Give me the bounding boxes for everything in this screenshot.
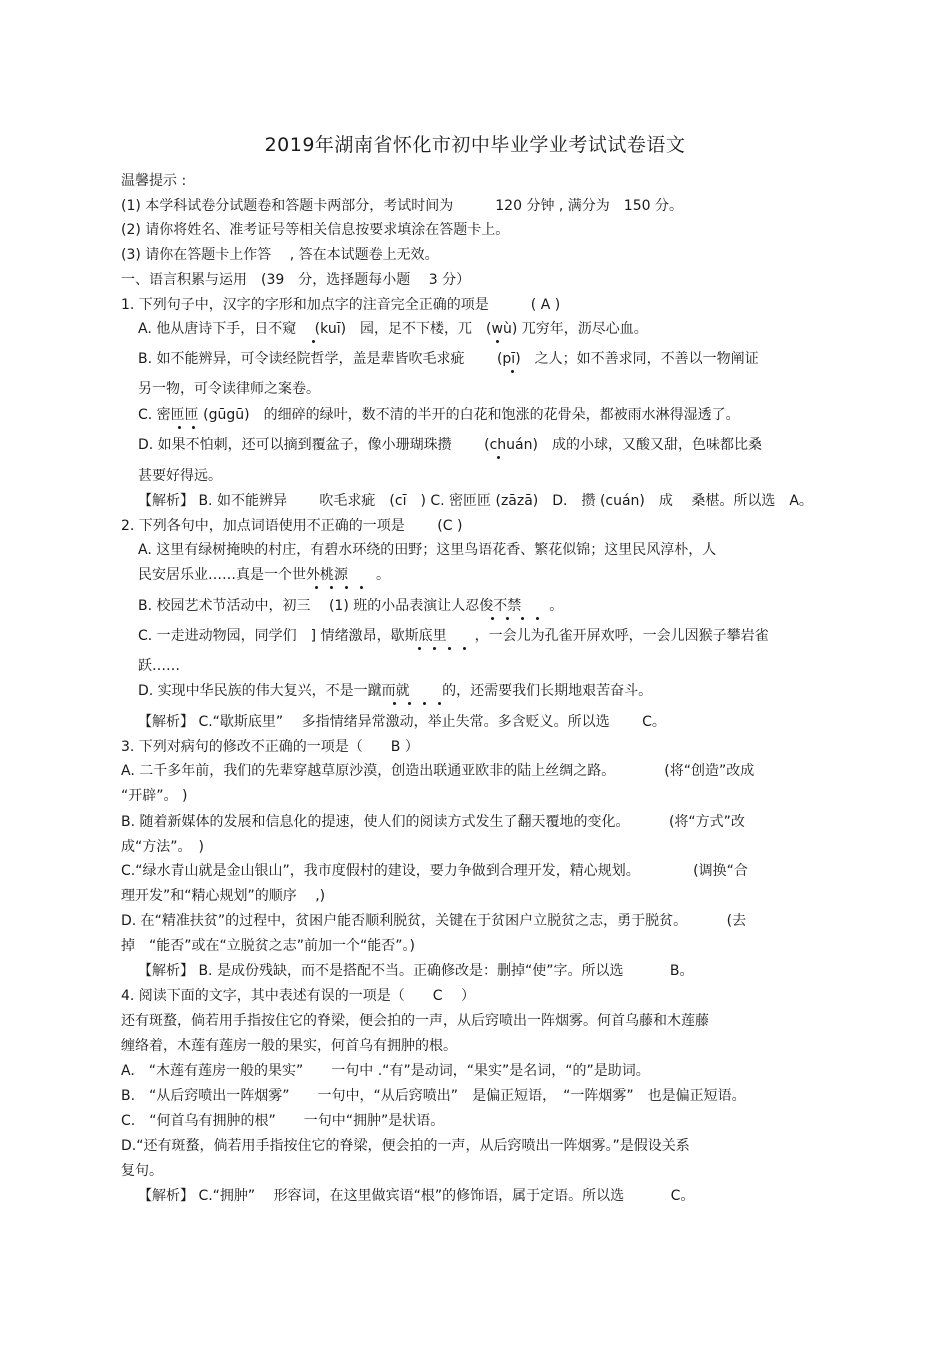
q3-stem: 3. 下列对病句的修改不正确的一项是（ B ） <box>121 739 419 755</box>
q1-option-d-line2: 甚要好得远。 <box>138 468 222 484</box>
q1-option-c: C. 密匝匝 (gūgū) 的细碎的绿叶，数不清的半开的白花和饱涨的花骨朵，都被雨水淋得湿透了。 <box>138 407 740 423</box>
q4-passage-line2: 缠络着，木莲有莲房一般的果实，何首乌有拥肿的根。 <box>121 1038 457 1054</box>
q1-analysis: 【解析】 B. 如不能辨异 吹毛求疵 (cī ) C. 密匝匝 (zāzā) D. 攒 (cuán) 成 桑椹。所以选 A。 <box>138 493 813 509</box>
q2-option-a-line2: 民安居乐业……真是一个世外桃源 。 <box>138 567 390 583</box>
q1-option-b-line1: B. 如不能辨异，可令读经院哲学，盖是辈皆吹毛求疵 (pī) 之人；如不善求同，不善以一物阐证 <box>138 351 759 367</box>
q2-stem: 2. 下列各句中，加点词语使用不正确的一项是 (C ) <box>121 518 463 534</box>
tip-2: (2) 请你将姓名、准考证号等相关信息按要求填涂在答题卡上。 <box>121 222 510 238</box>
tips-heading: 温馨提示 : <box>121 173 187 189</box>
q3-option-b-line1: B. 随着新媒体的发展和信息化的提速，使人们的阅读方式发生了翻天覆地的变化。 (将“方式”改 <box>121 814 745 830</box>
q3-option-a-line2: “开辟”。 ) <box>121 788 188 804</box>
q3-option-c-line2: 理开发”和“精心规划”的顺序 ,) <box>121 888 326 904</box>
q4-option-c: C. “何首乌有拥肿的根” 一句中“拥肿”是状语。 <box>121 1113 445 1129</box>
q4-passage-line1: 还有斑蝥，倘若用手指按住它的脊梁，便会拍的一声，从后窍喷出一阵烟雾。何首乌藤和木莲藤 <box>121 1013 709 1029</box>
q2-option-d: D. 实现中华民族的伟大复兴，不是一蹴而就 的，还需要我们长期地艰苦奋斗。 <box>138 683 653 699</box>
tip-1: (1) 本学科试卷分试题卷和答题卡两部分，考试时间为 120 分钟 , 满分为 150 分。 <box>121 198 683 214</box>
q4-stem: 4. 阅读下面的文字，其中表述有误的一项是（ C ） <box>121 988 476 1004</box>
tip-3: (3) 请你在答题卡上作答 , 答在本试题卷上无效。 <box>121 247 439 263</box>
q3-option-c-line1: C.“绿水青山就是金山银山”，我市度假村的建设，要力争做到合理开发，精心规划。 (调换“合 <box>121 863 748 879</box>
section-heading: 一、语言积累与运用 (39 分，选择题每小题 3 分） <box>121 272 471 288</box>
q4-option-a: A. “木莲有莲房一般的果实” 一句中 .“有”是动词，“果实”是名词，“的”是助词。 <box>121 1063 650 1079</box>
q3-option-d-line2: 掉 “能否”或在“立脱贫之志”前加一个“能否”。) <box>121 938 415 954</box>
q2-option-a-line1: A. 这里有绿树掩映的村庄，有碧水环绕的田野；这里鸟语花香、繁花似锦；这里民风淳朴，人 <box>138 542 717 558</box>
q1-option-a: A. 他从唐诗下手，日不窥 (kuī) 园，足不下楼，兀 (wù) 兀穷年，沥尽心血。 <box>138 321 648 337</box>
q4-option-d-line1: D.“还有斑蝥，倘若用手指按住它的脊梁，便会拍的一声，从后窍喷出一阵烟雾。”是假设关系 <box>121 1138 690 1154</box>
q3-option-d-line1: D. 在“精准扶贫”的过程中，贫困户能否顺利脱贫，关键在于贫困户立脱贫之志，勇于脱贫。 (去 <box>121 913 747 929</box>
q2-option-c-line2: 跃…… <box>138 658 180 674</box>
q4-option-d-line2: 复句。 <box>121 1163 163 1179</box>
q2-option-b: B. 校园艺术节活动中，初三 (1) 班的小品表演让人忍俊不禁 。 <box>138 598 564 614</box>
q1-option-d-line1: D. 如果不怕刺，还可以摘到覆盆子，像小珊瑚珠攒 (chuán) 成的小球，又酸又甜，色味都比桑 <box>138 437 762 453</box>
q1-stem: 1. 下列句子中，汉字的字形和加点字的注音完全正确的项是 ( A ) <box>121 297 561 313</box>
q4-analysis: 【解析】 C.“拥肿” 形容词，在这里做宾语“根”的修饰语，属于定语。所以选 C。 <box>138 1188 695 1204</box>
q3-analysis: 【解析】 B. 是成份残缺，而不是搭配不当。正确修改是：删掉“使”字。所以选 B。 <box>138 963 694 979</box>
q3-option-a-line1: A. 二千多年前，我们的先辈穿越草原沙漠，创造出联通亚欧非的陆上丝绸之路。 (将“创造”改成 <box>121 763 755 779</box>
q3-option-b-line2: 成“方法”。 ) <box>121 839 204 855</box>
page-title: 2019年湖南省怀化市初中毕业学业考试试卷语文 <box>264 134 686 156</box>
q2-analysis: 【解析】 C.“歇斯底里” 多指情绪异常激动，举止失常。多含贬义。所以选 C。 <box>138 714 666 730</box>
q4-option-b: B. “从后窍喷出一阵烟雾” 一句中，“从后窍喷出” 是偏正短语， “一阵烟雾” 也是偏正短语。 <box>121 1088 746 1104</box>
q2-option-c-line1: C. 一走进动物园，同学们 ] 情绪激昂，歇斯底里 ，一会儿为孔雀开屏欢呼，一会儿因猴子攀岩雀 <box>138 628 769 644</box>
q1-option-b-line2: 另一物，可令读律师之案卷。 <box>138 381 320 397</box>
